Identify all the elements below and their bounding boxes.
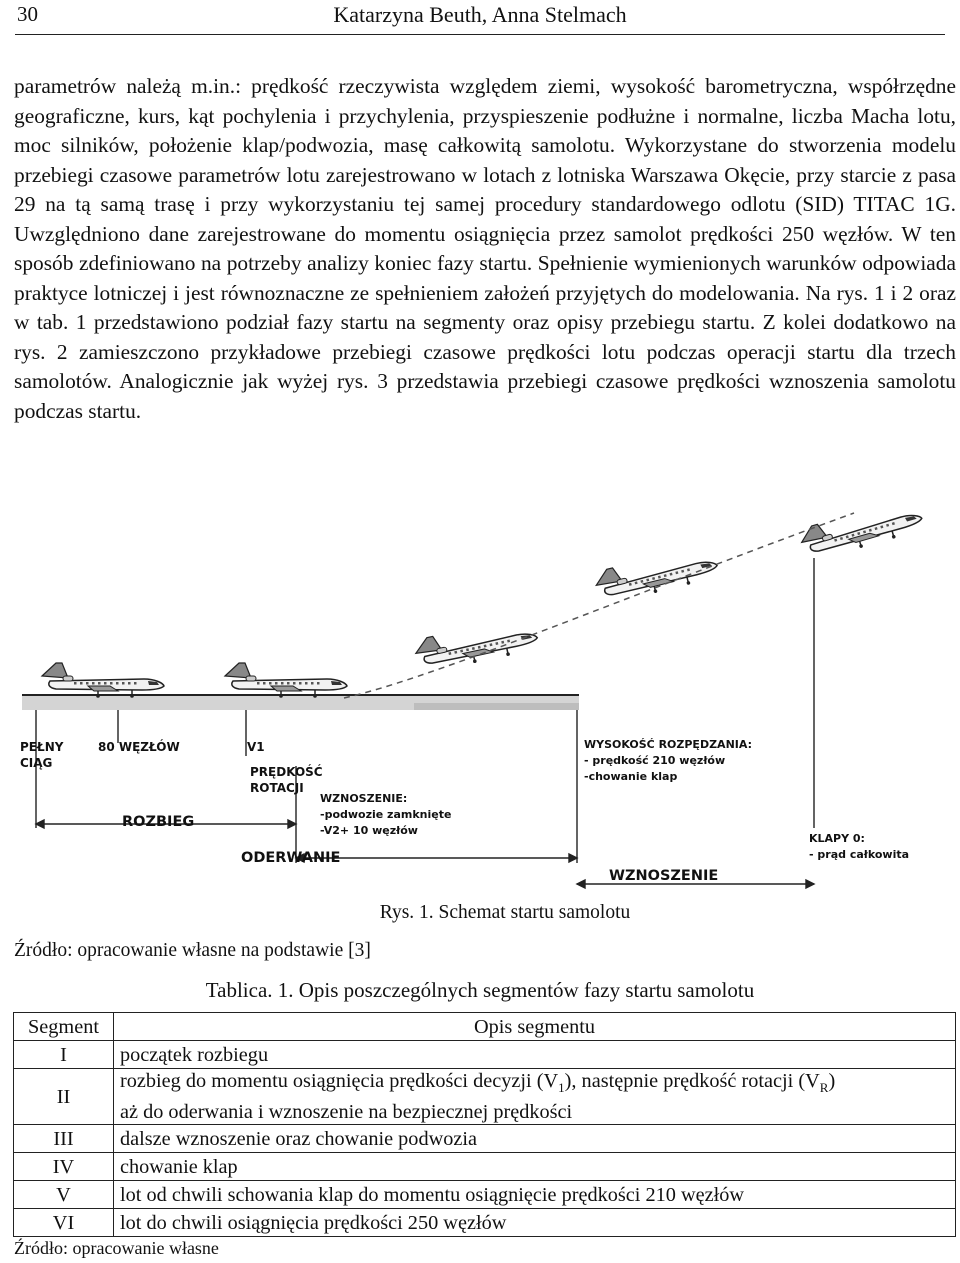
table-cell-segment: V [14, 1181, 114, 1209]
table-cell-description: chowanie klap [114, 1153, 956, 1181]
label-rotacji: ROTACJI [250, 781, 304, 795]
label-wznoszenie-v2: -V2+ 10 węzłów [320, 824, 418, 837]
label-wznoszenie-title: WZNOSZENIE: [320, 792, 408, 805]
table-cell-segment: III [14, 1125, 114, 1153]
label-rozbieg: ROZBIEG [122, 814, 195, 830]
table-cell-segment: I [14, 1041, 114, 1069]
table-cell-segment: VI [14, 1209, 114, 1237]
running-head-authors: Katarzyna Beuth, Anna Stelmach [333, 2, 627, 27]
takeoff-schematic-figure [14, 498, 959, 898]
desc-part: ), następnie prędkość rotacji (V [564, 1070, 820, 1092]
desc-part: rozbieg do momentu osiągnięcia prędkości decyzji (V [120, 1070, 559, 1092]
table-header-row [14, 1013, 956, 1041]
label-predkosc: PRĘDKOŚĆ [250, 765, 323, 779]
table-header-segment: Segment [14, 1013, 114, 1041]
plane-cruise-climb-icon [798, 498, 925, 563]
table-caption: Tablica. 1. Opis poszczególnych segmentów fazy startu samolotu [205, 978, 755, 1002]
table-row [14, 1153, 956, 1181]
plane-liftoff-icon [413, 615, 540, 674]
label-ciag: CIĄG [20, 756, 53, 770]
table-cell-description: lot od chwili schowania klap do momentu osiągnięcie prędkości 210 węzłów [114, 1181, 956, 1209]
plane-climb-icon [593, 543, 720, 606]
label-wysokosc-klapy: -chowanie klap [584, 770, 678, 783]
table-cell-description: lot do chwili osiągnięcia prędkości 250 węzłów [114, 1209, 956, 1237]
running-header [15, 0, 945, 35]
table-row [14, 1209, 956, 1237]
label-v1: V1 [247, 740, 265, 754]
table-source: Źródło: opracowanie własne [14, 1238, 219, 1258]
label-wysokosc-title: WYSOKOŚĆ ROZPĘDZANIA: [584, 738, 752, 751]
takeoff-schematic-svg [14, 498, 959, 898]
page-number: 30 [17, 2, 38, 26]
table-cell-description: początek rozbiegu [114, 1041, 956, 1069]
table-cell-segment: II [14, 1069, 114, 1125]
table-row [14, 1181, 956, 1209]
table-row [14, 1041, 956, 1069]
label-wysokosc-210: - prędkość 210 węzłów [584, 754, 726, 767]
table-row [14, 1125, 956, 1153]
table-header-description: Opis segmentu [114, 1013, 956, 1041]
table-cell-description [114, 1069, 956, 1125]
plane-taxi-icon [42, 663, 164, 698]
subscript-v1: 1 [558, 1080, 565, 1096]
figure-source: Źródło: opracowanie własne na podstawie [3] [14, 940, 371, 961]
table-row [14, 1069, 956, 1125]
figure-caption: Rys. 1. Schemat startu samolotu [379, 902, 631, 923]
flight-path-line [344, 513, 854, 698]
label-wznoszenie-segment: WZNOSZENIE [609, 868, 719, 884]
label-klapy-title: KLAPY 0: [809, 832, 865, 845]
table-cell-line: aż do oderwania i wznoszenie na bezpiecznej prędkości [120, 1101, 573, 1124]
body-paragraph: parametrów należą m.in.: prędkość rzeczywista względem ziemi, wysokość barometryczna, współrzędne geograficzne, kurs, kąt pochylenia i przychylenia, przyspieszenie podłużne i normalne, liczba Macha lotu, moc silników, położenie klap/podwozia, masę całkowitą samolotu. Wykorzystane do stworzenia modelu przebiegi czasowe parametrów lotu zarejestrowano w lotach z lotniska Warszawa Okęcie, przy starcie z pasa 29 na tą samą trasę i przy wykorzystaniu tej samej procedury standardowego odlotu (SID) TITAC 1G. Uwzględniono dane zarejestrowane do momentu osiągnięcia przez samolot prędkości 250 węzłów. W ten sposób zdefiniowano na potrzeby analizy koniec fazy startu. Spełnienie wymienionych warunków odpowiada praktyce lotniczej i jest równoznaczne ze spełnieniem założeń przyjętych do modelowania. Na rys. 1 i 2 oraz w tab. 1 przedstawiono podział fazy startu na segmenty oraz opisy przebiegu startu. Z kolei dodatkowo na rys. 2 zamieszczono przykładowe przebiegi czasowe prędkości lotu podczas operacji startu dla trzech samolotów. Analogicznie jak wyżej rys. 3 przedstawia przebiegi czasowe prędkości wznoszenia samolotu podczas startu. [14, 74, 956, 423]
table-cell-line [120, 1069, 949, 1100]
subscript-vr: R [819, 1080, 829, 1096]
plane-rotation-icon [225, 663, 347, 698]
desc-part: ) [828, 1070, 836, 1092]
table-cell-segment: IV [14, 1153, 114, 1181]
table-cell-description: dalsze wznoszenie oraz chowanie podwozia [114, 1125, 956, 1153]
label-pelny: PEŁNY [20, 740, 64, 754]
label-80-knots: 80 WĘZŁÓW [98, 740, 180, 754]
label-wznoszenie-podwozie: -podwozie zamknięte [320, 808, 452, 821]
label-klapy-desc: - prąd całkowita [809, 848, 910, 861]
segments-table [13, 1012, 956, 1237]
label-oderwanie: ODERWANIE [241, 850, 341, 866]
